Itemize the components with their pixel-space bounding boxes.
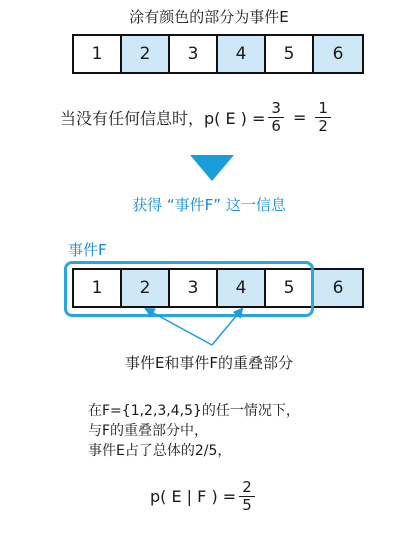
equation-prefix: 当没有任何信息时，p( E ) = <box>60 109 266 128</box>
equation-prefix: p( E | F ) = <box>150 487 237 506</box>
outcome-cell: 3 <box>170 36 218 72</box>
outcome-cell: 2 <box>122 36 170 72</box>
outcome-cell: 5 <box>266 36 314 72</box>
fraction-numerator: 3 <box>268 100 284 118</box>
info-text: 获得 “事件F” 这一信息 <box>132 196 286 214</box>
fraction-numerator: 1 <box>315 100 331 118</box>
event-f-label: 事件F <box>68 241 107 259</box>
outcome-cell: 4 <box>218 36 266 72</box>
outcome-cell: 3 <box>170 270 218 306</box>
equals-sign: = <box>292 108 307 127</box>
outcome-cell: 5 <box>266 270 314 306</box>
explanation-text <box>88 401 300 461</box>
arrow-to-cell-4 <box>212 309 242 345</box>
explanation-line: 事件E占了总体的2/5， <box>88 443 232 459</box>
outcome-cell: 1 <box>74 36 122 72</box>
conditional-probability-equation <box>150 479 258 514</box>
fraction-denominator: 6 <box>271 117 281 135</box>
arrow-to-cell-2 <box>146 309 212 345</box>
outcome-cell: 6 <box>314 270 362 306</box>
fraction-denominator: 5 <box>242 496 252 514</box>
explanation-line: 在F={1,2,3,4,5}的任一情况下， <box>88 403 300 419</box>
fraction-two-fifths <box>239 479 255 514</box>
fraction-numerator: 2 <box>239 479 255 497</box>
diagram-title: 涂有颜色的部分为事件E <box>129 8 289 26</box>
fraction-denominator: 2 <box>318 117 328 135</box>
outcome-cell: 2 <box>122 270 170 306</box>
outcome-cell: 4 <box>218 270 266 306</box>
overlap-label: 事件E和事件F的重叠部分 <box>124 354 294 372</box>
explanation-line: 与F的重叠部分中， <box>88 423 209 439</box>
outcome-cell: 6 <box>314 36 362 72</box>
outcome-cell: 1 <box>74 270 122 306</box>
